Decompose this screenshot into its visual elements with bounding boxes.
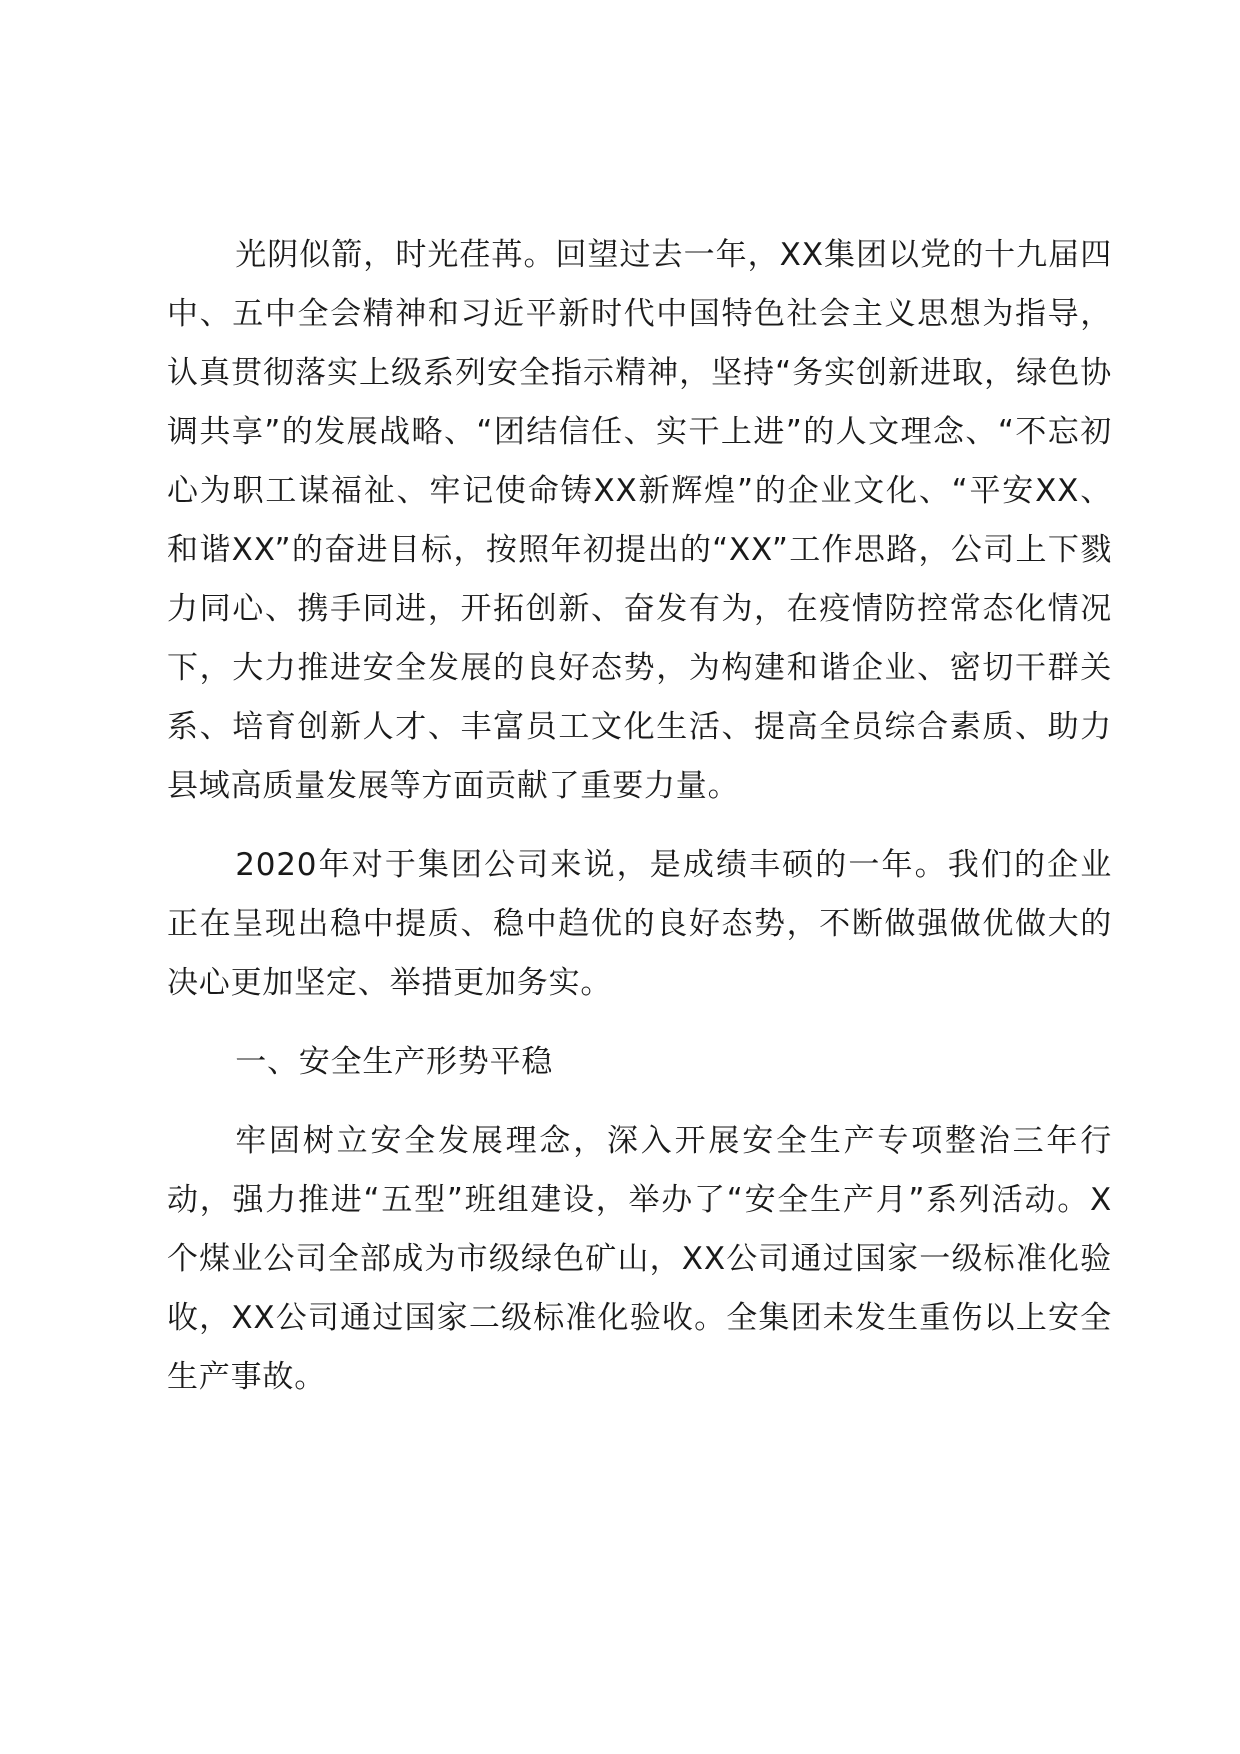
paragraph-achievements: 2020年对于集团公司来说，是成绩丰硕的一年。我们的企业正在呈现出稳中提质、稳中趋优的良好态势，不断做强做优做大的决心更加坚定、举措更加务实。 xyxy=(167,847,1112,1001)
section-heading: 一、安全生产形势平稳 xyxy=(235,1044,554,1080)
paragraph-review: 光阴似箭，时光荏苒。回望过去一年，XX集团以党的十九届四中、五中全会精神和习近平新时代中国特色社会主义思想为指导，认真贯彻落实上级系列安全指示精神，坚持“务实创新进取，绿色协调共享”的发展战略、“团结信任、实干上进”的人文理念、“不忘初心为职工谋福祉、牢记使命铸XX新辉煌”的企业文化、“平安XX、和谐XX”的奋进目标，按照年初提出的“XX”工作思路，公司上下戮力同心、携手同进，开拓创新、奋发有为，在疫情防控常态化情况下，大力推进安全发展的良好态势，为构建和谐企业、密切干群关系、培育创新人才、丰富员工文化生活、提高全员综合素质、助力县域高质量发展等方面贡献了重要力量。 xyxy=(167,237,1112,804)
document-body xyxy=(167,226,1112,1407)
paragraph-safety: 牢固树立安全发展理念，深入开展安全生产专项整治三年行动，强力推进“五型”班组建设，举办了“安全生产月”系列活动。X个煤业公司全部成为市级绿色矿山，XX公司通过国家一级标准化验收，XX公司通过国家二级标准化验收。全集团未发生重伤以上安全生产事故。 xyxy=(167,1123,1112,1395)
